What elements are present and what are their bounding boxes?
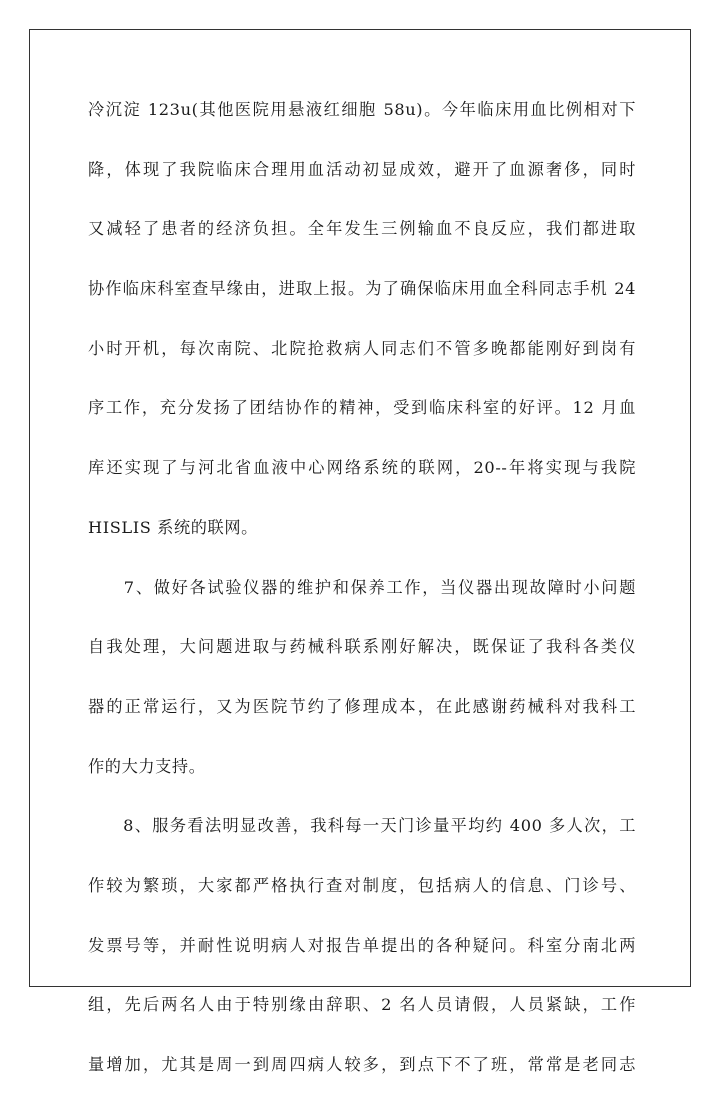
document-body xyxy=(88,93,636,1108)
text-line-14: 作较为繁琐，大家都严格执行查对制度，包括病人的信息、门诊号、 xyxy=(88,875,636,895)
text-line-3: 又减轻了患者的经济负担。全年发生三例输血不良反应，我们都进取 xyxy=(88,219,636,239)
text-line-1: 冷沉淀 123u(其他医院用悬液红细胞 58u)。今年临床用血比例相对下 xyxy=(88,100,636,119)
text-line-16: 组，先后两名人由于特别缘由辞职、2 名人员请假，人员紧缺，工作 xyxy=(88,995,636,1015)
text-line-12: 作的大力支持。 xyxy=(88,756,206,776)
text-line-4: 协作临床科室查早缘由，进取上报。为了确保临床用血全科同志手机 24 xyxy=(88,279,636,299)
text-line-11: 器的正常运行，又为医院节约了修理成本，在此感谢药械科对我科工 xyxy=(88,696,636,716)
text-line-15: 发票号等，并耐性说明病人对报告单提出的各种疑问。科室分南北两 xyxy=(88,935,636,955)
text-line-13: 8、服务看法明显改善，我科每一天门诊量平均约 400 多人次，工 xyxy=(88,816,636,836)
text-line-17: 量增加，尤其是周一到周四病人较多，到点下不了班，常常是老同志 xyxy=(88,1055,636,1074)
text-line-6: 序工作，充分发扬了团结协作的精神，受到临床科室的好评。12 月血 xyxy=(88,398,636,418)
text-line-7: 库还实现了与河北省血液中心网络系统的联网，20--年将实现与我院 xyxy=(88,458,636,478)
text-line-10: 自我处理，大问题进取与药械科联系刚好解决，既保证了我科各类仪 xyxy=(88,637,636,657)
text-line-5: 小时开机，每次南院、北院抢救病人同志们不管多晚都能刚好到岗有 xyxy=(88,338,636,358)
text-line-2: 降，体现了我院临床合理用血活动初显成效，避开了血源奢侈，同时 xyxy=(88,159,636,179)
text-line-9: 7、做好各试验仪器的维护和保养工作，当仪器出现故障时小问题 xyxy=(88,577,636,597)
text-line-8: HISLIS 系统的联网。 xyxy=(88,517,258,537)
